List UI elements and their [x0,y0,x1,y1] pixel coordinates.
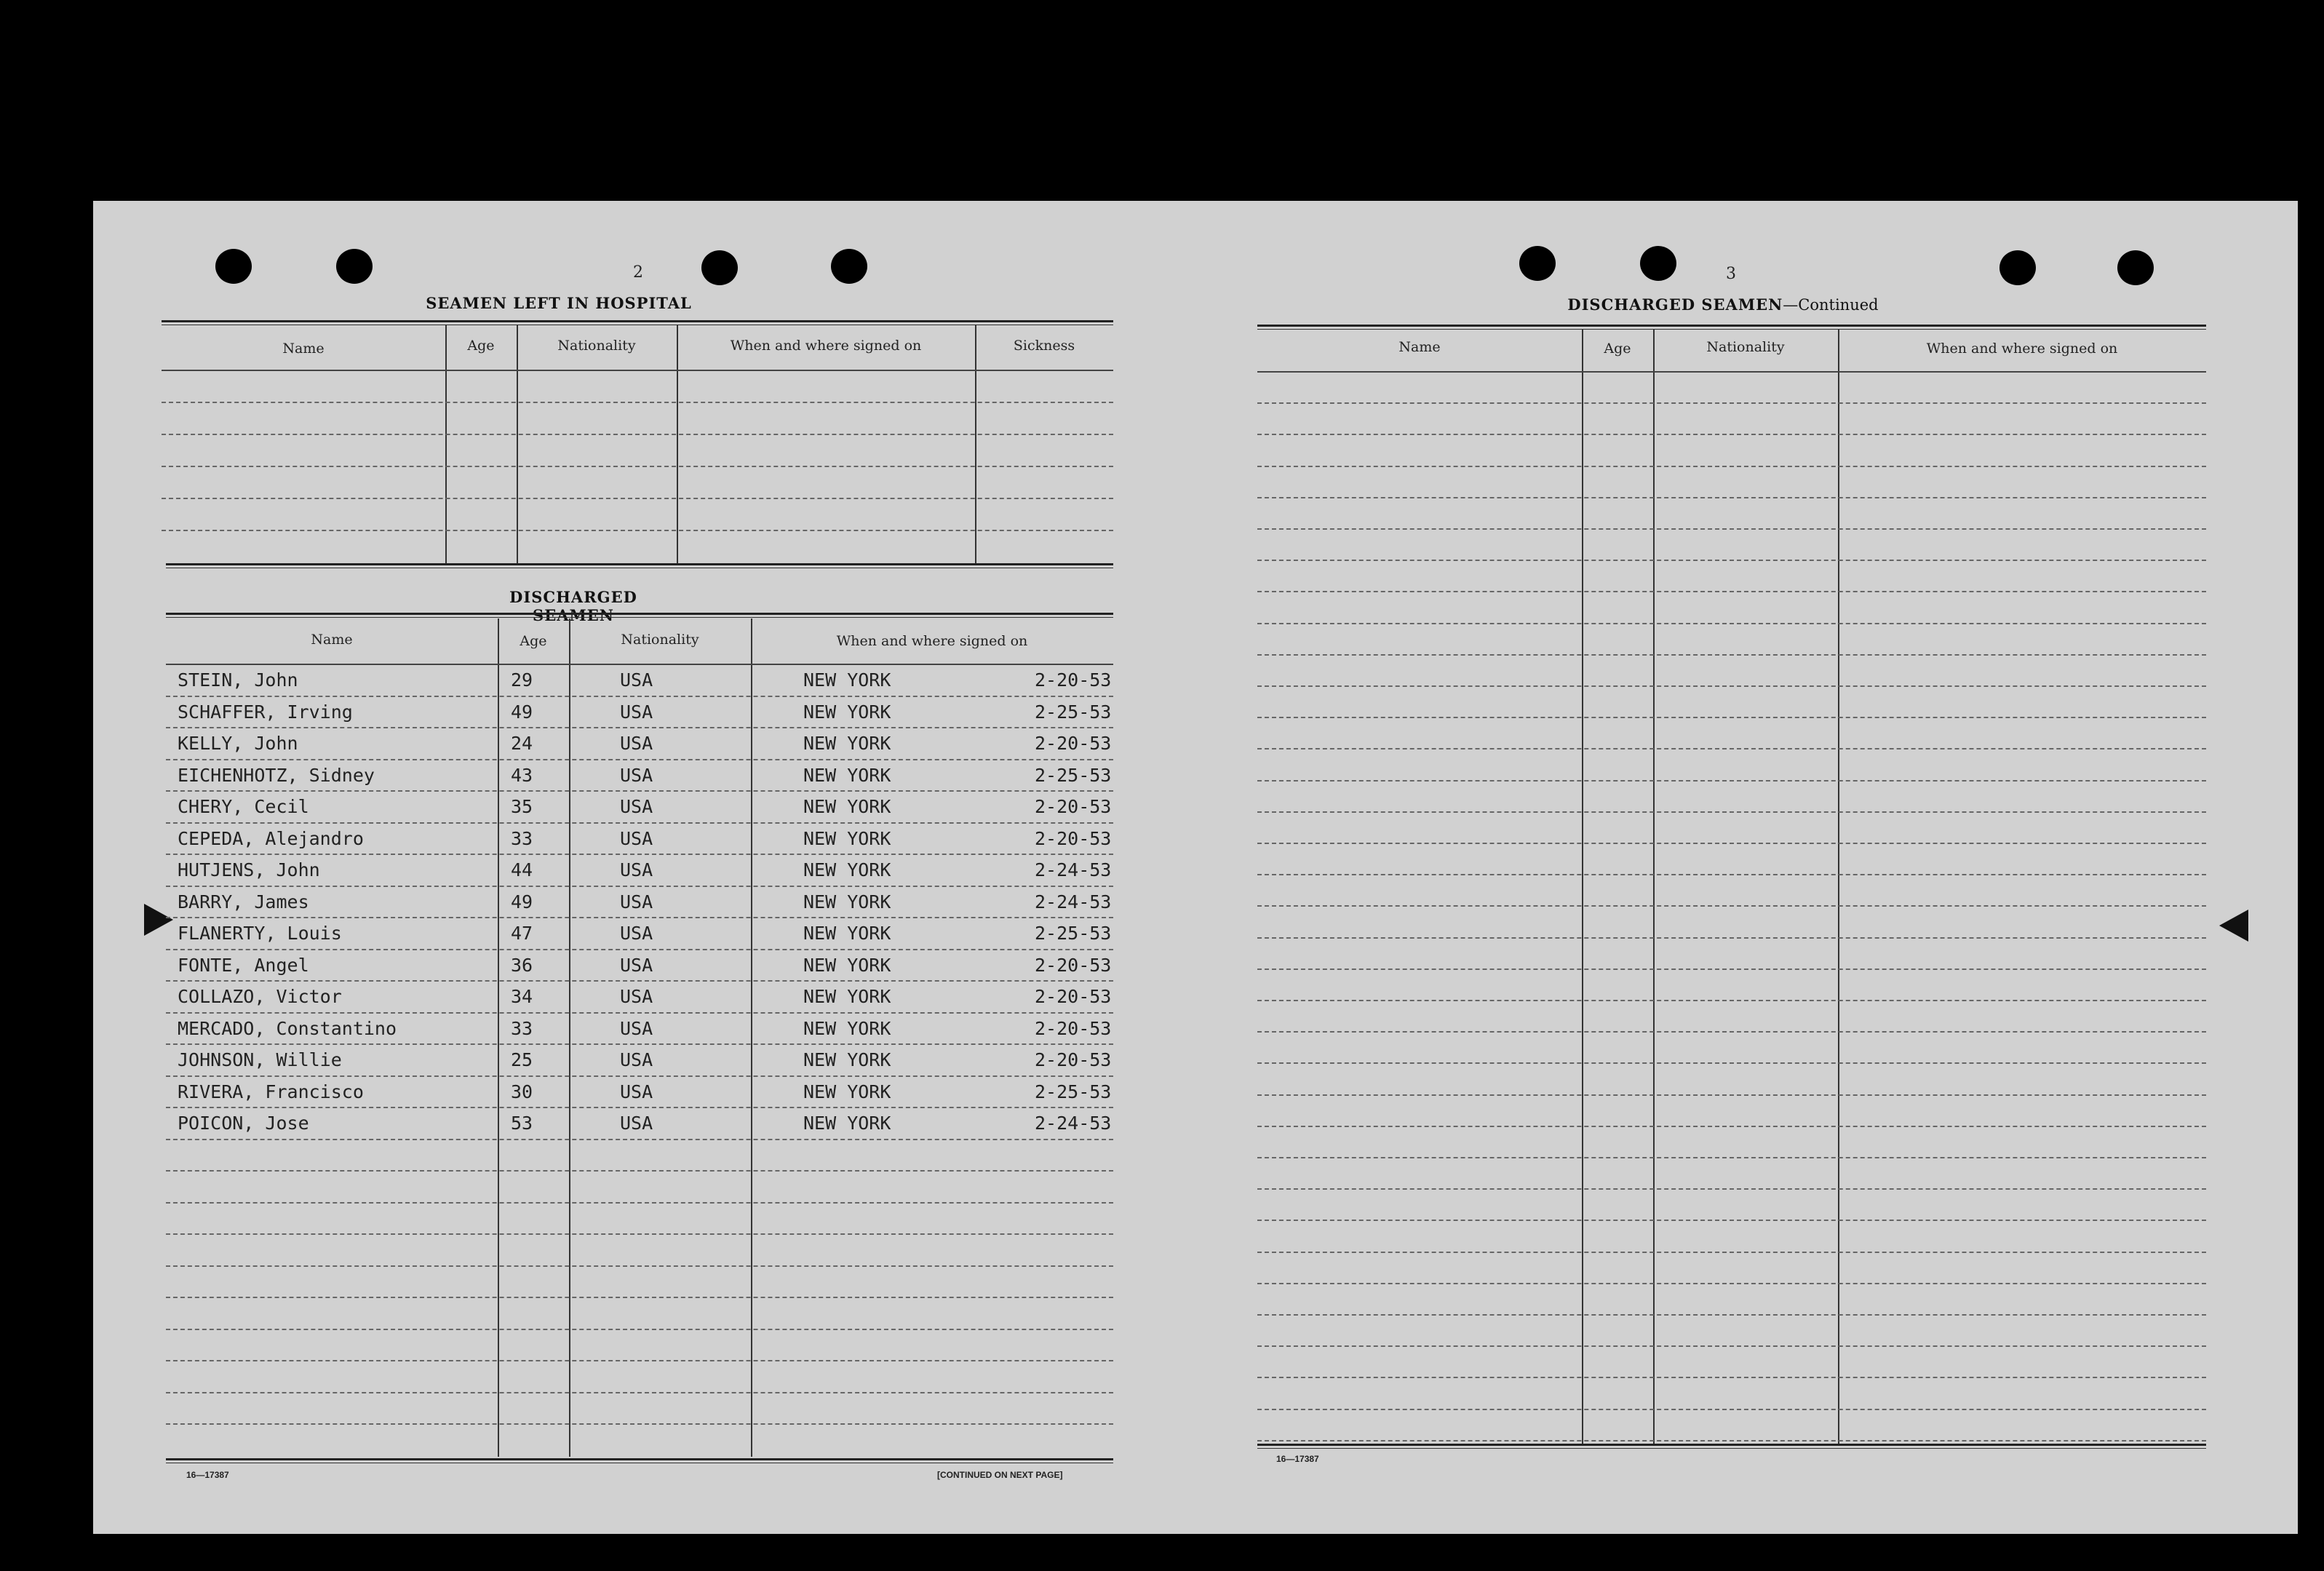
row-line [1257,591,2206,592]
seaman-nationality: USA [620,827,653,849]
signed-on-place: NEW YORK [803,1049,891,1070]
table-row [166,759,1113,791]
signed-on-date: 2-20-53 [1035,986,1112,1007]
form-number: 16—17387 [186,1470,229,1480]
seaman-nationality: USA [620,891,653,912]
seaman-age: 49 [511,891,533,912]
seaman-nationality: USA [620,764,653,786]
table-row [166,1012,1113,1044]
row-line [1257,780,2206,781]
seaman-name: SCHAFFER, Irving [178,701,353,723]
seaman-age: 33 [511,1017,533,1039]
seaman-name: KELLY, John [178,733,298,754]
column-header-name: Name [311,632,353,648]
seaman-nationality: USA [620,796,653,817]
signed-on-place: NEW YORK [803,859,891,880]
seaman-nationality: USA [620,669,653,691]
row-line [1257,1345,2206,1347]
seaman-age: 43 [511,764,533,786]
seaman-name: STEIN, John [178,669,298,691]
seaman-nationality: USA [620,986,653,1007]
document-sheet [93,201,2298,1534]
signed-on-place: NEW YORK [803,701,891,723]
continued-note: [CONTINUED ON NEXT PAGE] [937,1470,1063,1480]
column-header-signed-on: When and where signed on [1926,341,2118,357]
form-number: 16—17387 [1276,1454,1319,1464]
row-line [166,1360,1113,1361]
signed-on-place: NEW YORK [803,891,891,912]
row-line [1257,434,2206,435]
seaman-age: 34 [511,986,533,1007]
row-line [1257,1188,2206,1190]
signed-on-date: 2-20-53 [1035,1049,1112,1070]
signed-on-place: NEW YORK [803,986,891,1007]
column-divider [517,325,518,563]
seaman-name: HUTJENS, John [178,859,320,880]
seaman-name: RIVERA, Francisco [178,1081,364,1102]
seaman-name: CHERY, Cecil [178,796,309,817]
signed-on-date: 2-20-53 [1035,954,1112,976]
column-header-nationality: Nationality [621,632,699,648]
row-line [166,1233,1113,1235]
seaman-age: 36 [511,954,533,976]
row-line [166,1170,1113,1172]
signed-on-place: NEW YORK [803,1081,891,1102]
column-header-signed-on: When and where signed on [730,338,922,354]
row-line [1257,654,2206,656]
signed-on-place: NEW YORK [803,669,891,691]
row-line [162,466,1113,467]
punch-hole [2117,250,2154,285]
column-divider [975,325,976,563]
seaman-age: 47 [511,923,533,944]
table-row [166,664,1113,696]
signed-on-date: 2-24-53 [1035,891,1112,912]
column-header-age: Age [1604,341,1631,357]
row-line [1257,1314,2206,1316]
table-row [166,949,1113,981]
seaman-age: 25 [511,1049,533,1070]
seaman-nationality: USA [620,701,653,723]
seaman-age: 33 [511,827,533,849]
signed-on-date: 2-20-53 [1035,827,1112,849]
row-line [1257,1031,2206,1033]
row-line [166,1265,1113,1267]
signed-on-place: NEW YORK [803,827,891,849]
section-title-suffix: —Continued [1783,296,1879,314]
row-line [162,370,1113,371]
row-line [1257,811,2206,813]
column-header-nationality: Nationality [557,338,636,354]
seaman-nationality: USA [620,923,653,944]
table-row [166,1043,1113,1075]
seaman-name: FONTE, Angel [178,954,309,976]
column-divider [677,325,678,563]
row-line [1257,717,2206,718]
row-line [166,1329,1113,1330]
table-row [166,917,1113,949]
section-title-main: DISCHARGED SEAMEN [1567,295,1783,314]
table-row [166,980,1113,1012]
table-row [166,790,1113,822]
row-line [1257,1000,2206,1001]
discharged-section-title: DISCHARGED SEAMEN [509,588,637,624]
seaman-nationality: USA [620,1017,653,1039]
continued-table [1257,329,2206,1449]
signed-on-date: 2-24-53 [1035,859,1112,880]
row-line [1257,1094,2206,1096]
row-line [1257,560,2206,561]
row-line [1257,528,2206,530]
signed-on-date: 2-25-53 [1035,701,1112,723]
punch-hole [1999,250,2036,285]
row-line [1257,1440,2206,1441]
punch-hole [215,249,252,284]
column-header-age: Age [520,633,547,649]
signed-on-place: NEW YORK [803,1017,891,1039]
table-row [166,727,1113,759]
column-header-name: Name [1398,339,1441,355]
seaman-age: 53 [511,1113,533,1134]
seaman-age: 49 [511,701,533,723]
signed-on-place: NEW YORK [803,764,891,786]
row-line [1257,874,2206,875]
seaman-age: 44 [511,859,533,880]
signed-on-place: NEW YORK [803,923,891,944]
discharged-table [166,619,1113,1463]
seaman-age: 35 [511,796,533,817]
table-row [166,1075,1113,1107]
punch-hole [1519,246,1556,281]
signed-on-place: NEW YORK [803,796,891,817]
table-row [166,854,1113,886]
seaman-nationality: USA [620,1113,653,1134]
signed-on-place: NEW YORK [803,954,891,976]
table-row [166,886,1113,918]
seaman-name: FLANERTY, Louis [178,923,342,944]
row-line [1257,466,2206,467]
signed-on-date: 2-20-53 [1035,796,1112,817]
signed-on-date: 2-20-53 [1035,1017,1112,1039]
double-rule [166,613,1113,618]
row-line [162,434,1113,435]
row-line [1257,623,2206,624]
seaman-age: 29 [511,669,533,691]
seaman-age: 30 [511,1081,533,1102]
signed-on-place: NEW YORK [803,733,891,754]
row-line [1257,685,2206,687]
signed-on-date: 2-20-53 [1035,669,1112,691]
column-header-age: Age [467,338,495,354]
column-divider [1582,329,1583,1444]
row-line [1257,402,2206,404]
row-line [1257,937,2206,939]
signed-on-date: 2-20-53 [1035,733,1112,754]
hospital-table [162,325,1113,565]
row-line [162,402,1113,403]
row-line [1257,371,2206,373]
seaman-nationality: USA [620,1049,653,1070]
continued-section-title [1556,295,1890,314]
seaman-name: POICON, Jose [178,1113,309,1134]
row-line [166,1202,1113,1204]
row-line [166,1297,1113,1298]
row-line [1257,1377,2206,1378]
signed-on-date: 2-25-53 [1035,1081,1112,1102]
binding-tab-mark [2219,910,2248,942]
signed-on-date: 2-25-53 [1035,764,1112,786]
seaman-nationality: USA [620,1081,653,1102]
row-line [1257,1062,2206,1064]
column-header-sickness: Sickness [1013,338,1075,354]
column-header-nationality: Nationality [1706,339,1785,355]
punch-hole [701,250,738,285]
column-header-name: Name [282,341,325,357]
table-row [166,822,1113,854]
row-line [162,498,1113,499]
row-line [1257,1126,2206,1127]
column-divider [1838,329,1839,1444]
signed-on-date: 2-25-53 [1035,923,1112,944]
seaman-name: BARRY, James [178,891,309,912]
row-line [1257,969,2206,970]
table-row [166,1107,1113,1139]
punch-hole [831,249,867,284]
seaman-name: JOHNSON, Willie [178,1049,342,1070]
double-rule [166,563,1113,568]
seaman-name: CEPEDA, Alejandro [178,827,364,849]
row-line [1257,497,2206,498]
column-header-signed-on: When and where signed on [836,633,1028,649]
seaman-age: 24 [511,733,533,754]
row-line [1257,1157,2206,1158]
seaman-nationality: USA [620,954,653,976]
page-number: 2 [633,263,643,282]
row-line [1257,1252,2206,1253]
signed-on-date: 2-24-53 [1035,1113,1112,1134]
seaman-name: EICHENHOTZ, Sidney [178,764,375,786]
row-line [166,1392,1113,1393]
row-line [1257,1283,2206,1284]
row-line [1257,748,2206,749]
table-row [166,696,1113,728]
column-divider [1653,329,1655,1444]
seaman-nationality: USA [620,733,653,754]
double-rule [166,1458,1113,1463]
page-number: 3 [1726,265,1736,283]
hospital-section-title: SEAMEN LEFT IN HOSPITAL [426,294,692,312]
row-line [1257,843,2206,844]
row-line [1257,1409,2206,1410]
row-line [1257,1220,2206,1221]
signed-on-place: NEW YORK [803,1113,891,1134]
row-line [166,1423,1113,1425]
punch-hole [336,249,373,284]
punch-hole [1640,246,1676,281]
column-divider [445,325,447,563]
row-line [1257,905,2206,907]
seaman-name: COLLAZO, Victor [178,986,342,1007]
row-line [162,530,1113,531]
double-rule [1257,1444,2206,1449]
seaman-nationality: USA [620,859,653,880]
seaman-name: MERCADO, Constantino [178,1017,397,1039]
